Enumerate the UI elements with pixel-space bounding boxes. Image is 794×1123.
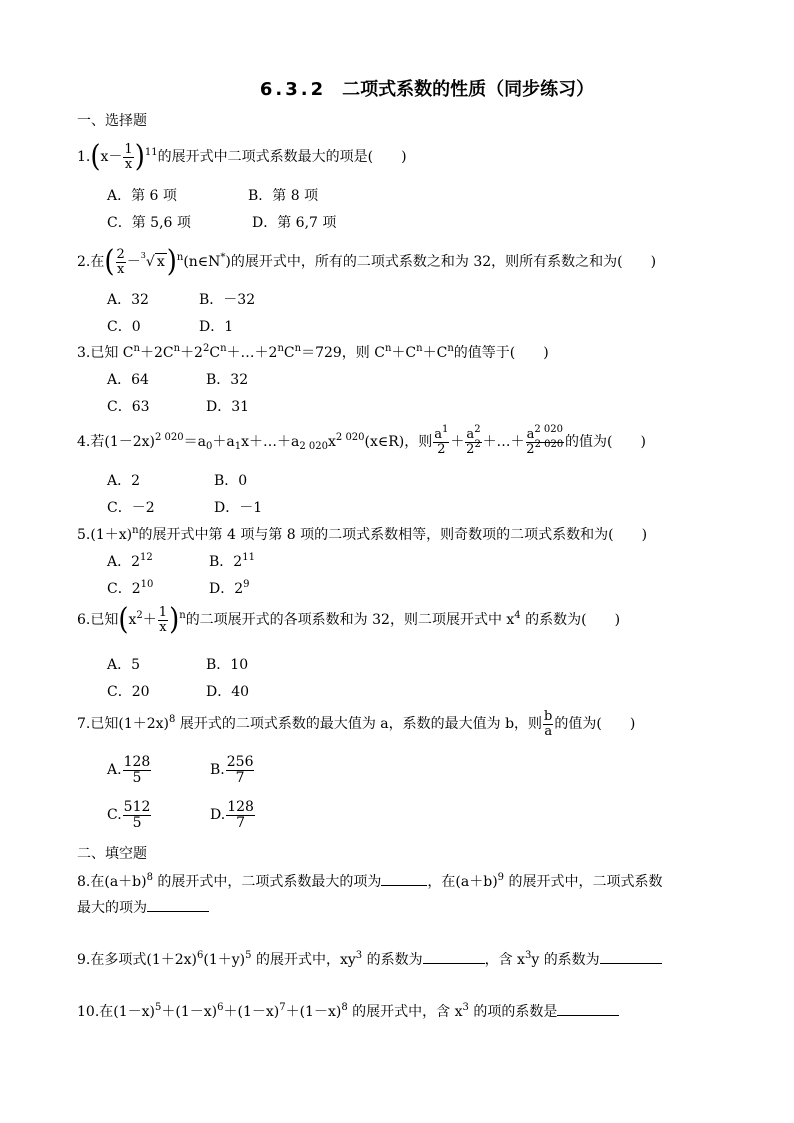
q5-option-c[interactable]: C．$2^{10}$ (107, 579, 154, 597)
question-9: 9.在多项式$(1+2x)^6(1+y)^5$ 的展开式中，$xy^3$ 的系数为 ，含 $x^3y$ 的系数为 (77, 952, 662, 969)
cube-root: $^3$√ x (140, 251, 165, 271)
fraction: $\frac{a^{2 020}}{2^{2 020}}$ (526, 424, 564, 457)
q3-option-c[interactable]: C．63 (107, 399, 150, 415)
question-8-line-2: 最大的项为 (77, 900, 209, 917)
answer-blank[interactable] (381, 885, 427, 886)
q1-option-c[interactable]: C．第 5,6 项 (107, 215, 191, 231)
page-title (0, 79, 794, 101)
q4-option-c[interactable]: C．－2 (107, 500, 155, 516)
q6-option-c[interactable]: C．20 (107, 684, 150, 700)
q3-option-b[interactable]: B．32 (206, 372, 249, 388)
q2-option-d[interactable]: D．1 (199, 319, 234, 335)
fraction: $\frac{1}{x}$ (158, 605, 168, 635)
q3-option-a[interactable]: A．64 (107, 372, 149, 388)
question-2: 2.在( $\frac{2}{x}$ －$^3$√ x)$^n$(n∈N*)的展开式中，所有的二项式系数之和为 32，则所有系数之和为( ) (77, 244, 657, 280)
q1-option-d[interactable]: D．第 6,7 项 (252, 215, 337, 231)
question-3: 3.已知 $C^n+2C^n+2^2C^n+\dots+2^nC^n=729$，则 $C^n+C^n+C^n$的值等于( ) (77, 343, 549, 361)
q5-option-b[interactable]: B．$2^{11}$ (209, 552, 255, 570)
q7-option-c[interactable]: C. $\frac{512}{5}$ (107, 799, 151, 831)
title-text: 二项式系数的性质（同步练习） (342, 79, 595, 100)
q6-option-b[interactable]: B．10 (206, 657, 249, 673)
q3-option-d[interactable]: D．31 (206, 399, 250, 415)
q6-option-a[interactable]: A．5 (107, 657, 141, 673)
q4-option-d[interactable]: D．－1 (214, 500, 263, 516)
section-fill: 二、填空题 (77, 846, 147, 862)
fraction: $\frac{a^1}{2}$ (434, 424, 449, 457)
answer-blank[interactable] (557, 1015, 619, 1016)
q4-option-b[interactable]: B．0 (214, 473, 248, 489)
answer-blank[interactable] (423, 963, 485, 964)
q5-option-d[interactable]: D．$2^9$ (209, 579, 250, 597)
q2-option-b[interactable]: B．－32 (199, 292, 256, 308)
q2-option-a[interactable]: A．32 (107, 292, 149, 308)
question-7: 7.已知$(1+2x)^8$ 展开式的二项式系数的最大值为 a，系数的最大值为 b，则 $\frac{b}{a}$ 的值为( ) (77, 709, 636, 739)
fraction: $\frac{a^2}{2^2}$ (466, 424, 481, 457)
question-5: $5.(1+x)^n$的展开式中第 4 项与第 8 项的二项式系数相等，则奇数项的二项式系数和为( ) (77, 525, 648, 543)
title-number: 6.3.2 (259, 79, 327, 100)
answer-blank[interactable] (600, 963, 662, 964)
fraction: $\frac{2}{x}$ (116, 247, 125, 277)
section-choice: 一、选择题 (77, 113, 147, 129)
q7-option-d[interactable]: D. $\frac{128}{7}$ (210, 799, 254, 831)
q7-option-b[interactable]: B. $\frac{256}{7}$ (210, 754, 254, 786)
question-1: 1.(x－ $\frac{1}{x}$ )$^{11}$的展开式中二项式系数最大的项是( ) (77, 139, 407, 175)
question-10: 10.在$(1-x)^5+(1-x)^6+(1-x)^7+(1-x)^8$ 的展开式中，含 $x^3$ 的项的系数是 (77, 1004, 619, 1021)
q5-option-a[interactable]: A．$2^{12}$ (107, 552, 153, 570)
q2-option-c[interactable]: C．0 (107, 319, 141, 335)
question-4: 4.若$(1-2x)^{2 020}=a_0+a_1x+\dots+a_{2 020}x^{2 020}(x\in R)$，则 $\frac{a^1}{2}$ ＋ $\frac{a^2}{2^2}$ ＋…＋ $\frac{a^{2 020}}{2^{2 020}}$ 的值为( ) (77, 424, 646, 457)
q1-option-a[interactable]: A．第 6 项 (107, 188, 177, 204)
q6-option-d[interactable]: D．40 (206, 684, 250, 700)
fraction: $\frac{1}{x}$ (124, 142, 133, 172)
fraction: $\frac{b}{a}$ (544, 709, 553, 739)
q7-option-a[interactable]: A. $\frac{128}{5}$ (107, 754, 151, 786)
question-6: 6.已知($x^2+$ $\frac{1}{x}$ )$^n$的二项展开式的各项系数和为 32，则二项展开式中 $x^4$ 的系数为( ) (77, 602, 621, 638)
q1-option-b[interactable]: B．第 8 项 (248, 188, 319, 204)
q4-option-a[interactable]: A．2 (107, 473, 141, 489)
question-8: 8.在$(a+b)^8$ 的展开式中，二项式系数最大的项为 ，在$(a+b)^9$ 的展开式中，二项式系数 (77, 872, 663, 890)
answer-blank[interactable] (147, 911, 209, 912)
